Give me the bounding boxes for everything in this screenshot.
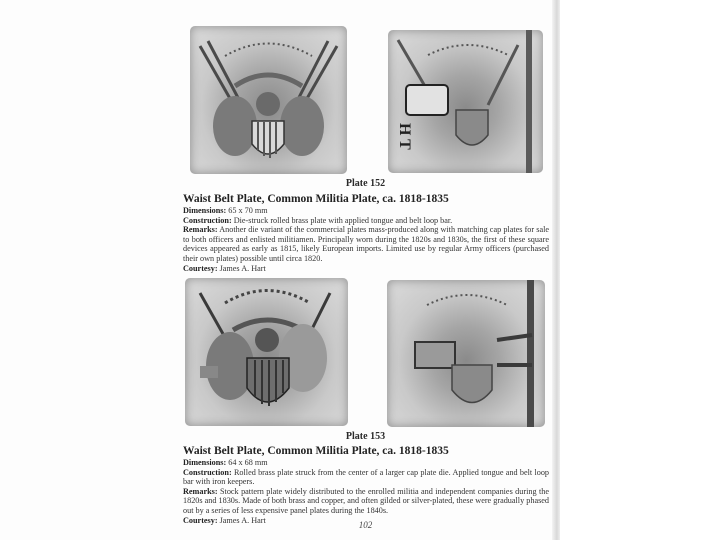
- svg-text:H T: H T: [396, 123, 413, 150]
- plate-153-caption: Plate 153: [345, 431, 386, 442]
- eagle-emblem-icon: [185, 278, 348, 426]
- plate-152-courtesy: Courtesy: James A. Hart: [183, 263, 266, 273]
- plate-153-title: Waist Belt Plate, Common Militia Plate, ca. 1818-1835: [183, 445, 449, 457]
- plate-153-dimensions: Dimensions: 64 x 68 mm: [183, 458, 268, 467]
- plate-153-construction: Construction: Rolled brass plate struck from the center of a larger cap plate die. Applied tongue and belt loop bar with iron keepers.: [183, 467, 550, 487]
- eagle-emblem-icon: [190, 26, 347, 174]
- plate-152-dimensions: Dimensions: 65 x 70 mm: [183, 206, 268, 215]
- plate-152-title: Waist Belt Plate, Common Militia Plate, ca. 1818-1835: [183, 193, 449, 205]
- plate-153-remarks: Remarks: Stock pattern plate widely distributed to the enrolled militia and independent companies during the 1820s and 1830s. Made of both brass and copper, and often gilded or silver-plated, these were gradually phased out by a series of less expensive panel plates during the 1840s.: [183, 486, 549, 515]
- plate-152-construction: Construction: Die-struck rolled brass plate with applied tongue and belt loop bar.: [183, 215, 453, 225]
- plate-152-front-photo: [190, 26, 347, 174]
- eagle-emblem-back-icon: [387, 280, 545, 427]
- plate-152-caption: Plate 152: [345, 178, 386, 189]
- page-edge-shadow: [552, 0, 560, 540]
- page-number: 102: [358, 520, 373, 530]
- plate-152-back-photo: [388, 30, 543, 173]
- plate-152-entry: [183, 193, 549, 273]
- plate-153-front-photo: [185, 278, 348, 426]
- eagle-emblem-back-icon: [388, 30, 543, 173]
- plate-153-back-photo: [387, 280, 545, 427]
- plate-153-entry: [183, 445, 549, 525]
- plate-153-courtesy: Courtesy: James A. Hart: [183, 515, 266, 525]
- plate-152-remarks: Remarks: Another die variant of the commercial plates mass-produced along with matching cap plates for sale to both officers and enlisted militiamen. Principally worn during the 1820s and 1830s, the first of these square devices appeared as early as 1815, likely European imports. Limited use by regular Army officers (purchased their own plates) possible until circa 1820.: [183, 225, 549, 263]
